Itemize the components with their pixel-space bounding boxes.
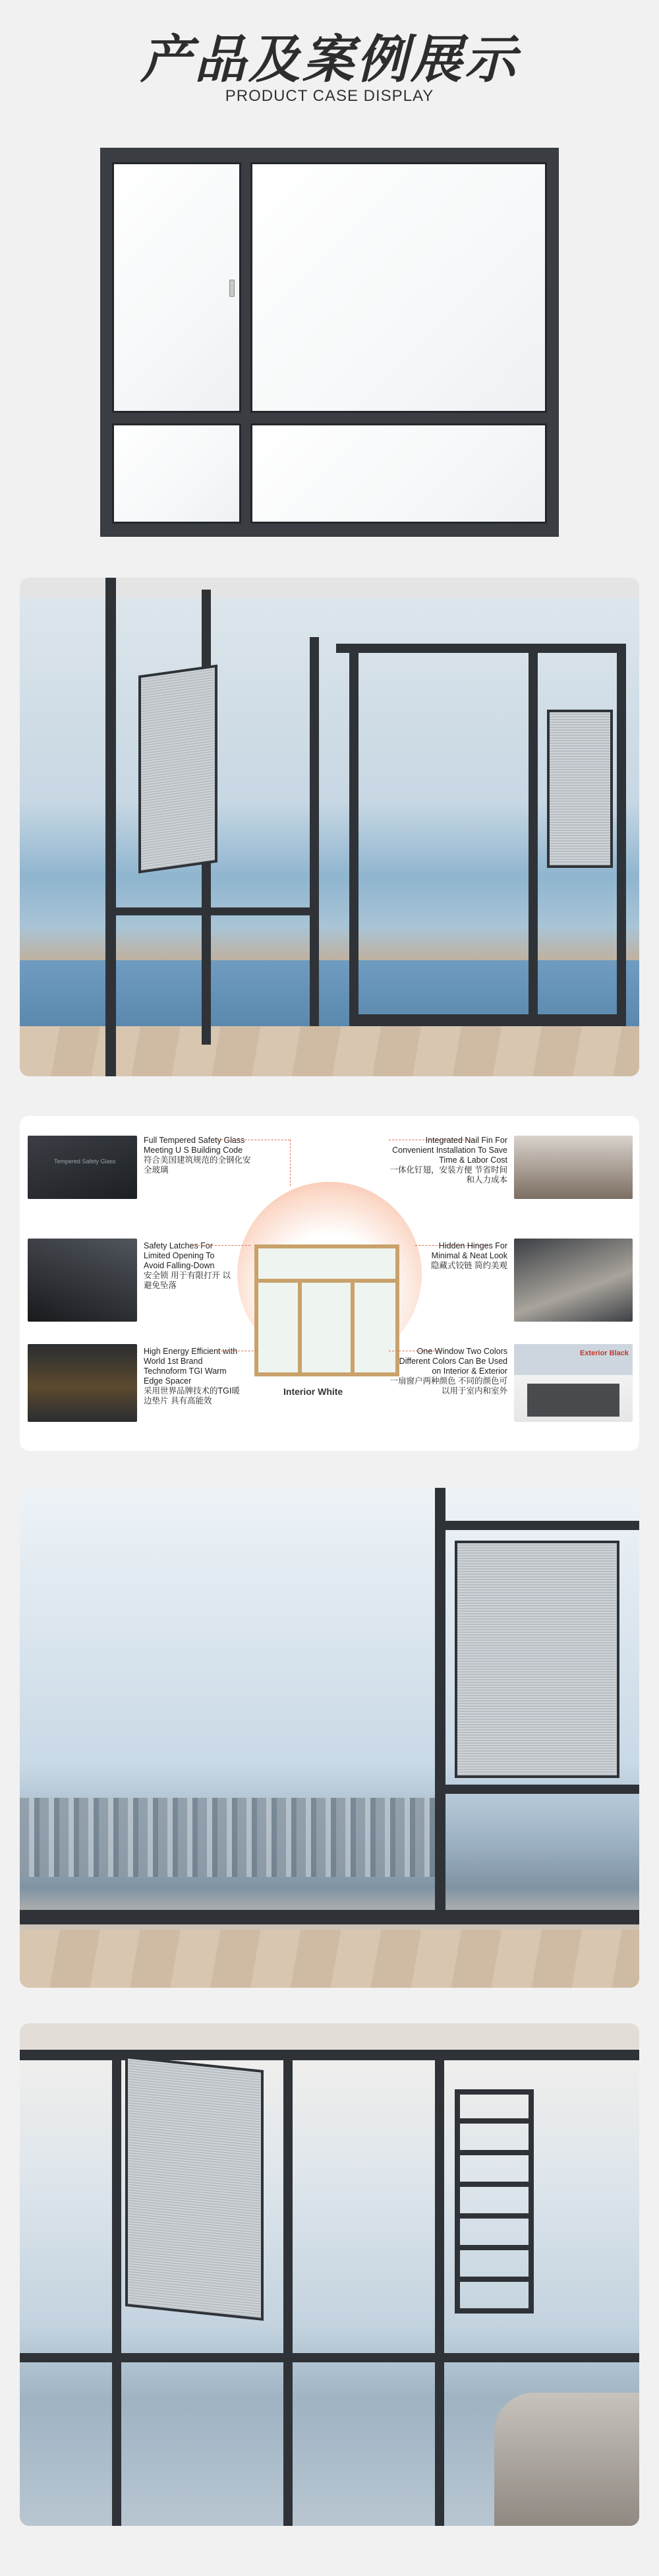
tempered-glass-photo [28,1136,137,1199]
window-frame [529,644,538,1026]
feature-text-cn: 采用世界品牌技术的TGI暖边垫片 具有高能效 [144,1386,240,1405]
window-pane-main [250,162,547,413]
window-pane-bottom-left [112,423,241,524]
house-exterior-photo [514,1344,633,1422]
window-frame [617,644,626,1026]
product-window-image [100,148,559,537]
feature-text-cn: 隐藏式铰链 简约美观 [431,1261,507,1270]
armchair [494,2393,639,2526]
feature-label-safety-latch [144,1241,236,1291]
ceiling [20,2023,639,2050]
window-handle [229,280,235,297]
window-frame [435,1785,639,1794]
safety-latch-photo [28,1239,137,1322]
hidden-hinge-photo [514,1239,633,1322]
interior-white-label: Interior White [283,1386,343,1397]
photo-caption: Tempered Safety Glass [54,1158,116,1165]
feature-text-en: Safety Latches For Limited Opening To Avoid Falling-Down [144,1241,215,1270]
page-header [0,0,659,132]
city-skyline [20,1798,442,1877]
window-frame [349,644,358,1026]
window-sill [20,1910,639,1924]
window-frame [112,2050,121,2526]
window-screen-sash [547,710,613,868]
feature-label-tempered-glass [144,1136,256,1175]
window-pane-left [112,162,241,413]
window-frame [20,2353,639,2362]
feature-text-en: Integrated Nail Fin For Convenient Installation To Save Time & Labor Cost [392,1136,507,1165]
feature-text-cn: 一扇窗户两种颜色 不同的颜色可以用于室内和室外 [389,1376,507,1395]
feature-text-en: Full Tempered Safety Glass Meeting U S Building Code [144,1136,245,1155]
feature-infographic [20,1116,639,1451]
window-frame [336,644,626,653]
page-title: 产品及案例展示 [140,30,519,90]
feature-label-hidden-hinge [422,1241,507,1271]
leader-line [290,1140,291,1186]
wood-floor [20,1930,639,1988]
feature-label-warm-edge [144,1347,243,1406]
warm-edge-spacer-photo [28,1344,137,1422]
feature-text-en: High Energy Efficient with World 1st Brand Technoform TGI Warm Edge Spacer [144,1347,238,1386]
feature-text-en: One Window Two Colors Different Colors Can Be Used on Interior & Exterior [399,1347,507,1376]
feature-text-cn: 符合美国建筑规范的全钢化安全玻璃 [144,1155,251,1175]
tilt-turn-sash-with-screen [138,665,217,874]
case-photo-casement-window [20,2023,639,2526]
window-illustration [254,1244,399,1376]
window-frame [349,1014,626,1026]
case-photo-city-view [20,1488,639,1988]
leader-line [191,1245,250,1246]
window-pane-bottom-right [250,423,547,524]
window-frame [435,1521,639,1530]
window-frame [310,637,319,1026]
window-frame [116,907,314,915]
window-frame [283,2050,293,2526]
feature-text-cn: 一体化钉翅，安装方便 节省时间和人力成本 [389,1165,507,1184]
feature-text-en: Hidden Hinges For Minimal & Neat Look [431,1241,507,1260]
nail-fin-photo [514,1136,633,1199]
feature-text-cn: 安全锁 用于有限打开 以避免坠落 [144,1271,231,1290]
feature-label-nail-fin [389,1136,507,1185]
window-frame [435,2050,444,2526]
case-photo-corner-windows [20,578,639,1076]
window-frame [105,578,116,1076]
page-subtitle: PRODUCT CASE DISPLAY [225,87,434,105]
window-frame [435,1488,445,1923]
open-casement-sash-with-screen [125,2056,264,2321]
feature-label-two-colors [389,1347,507,1396]
window-screen-sash [455,1541,619,1778]
security-grille-window [455,2089,534,2314]
exterior-black-badge: Exterior Black [580,1349,629,1357]
